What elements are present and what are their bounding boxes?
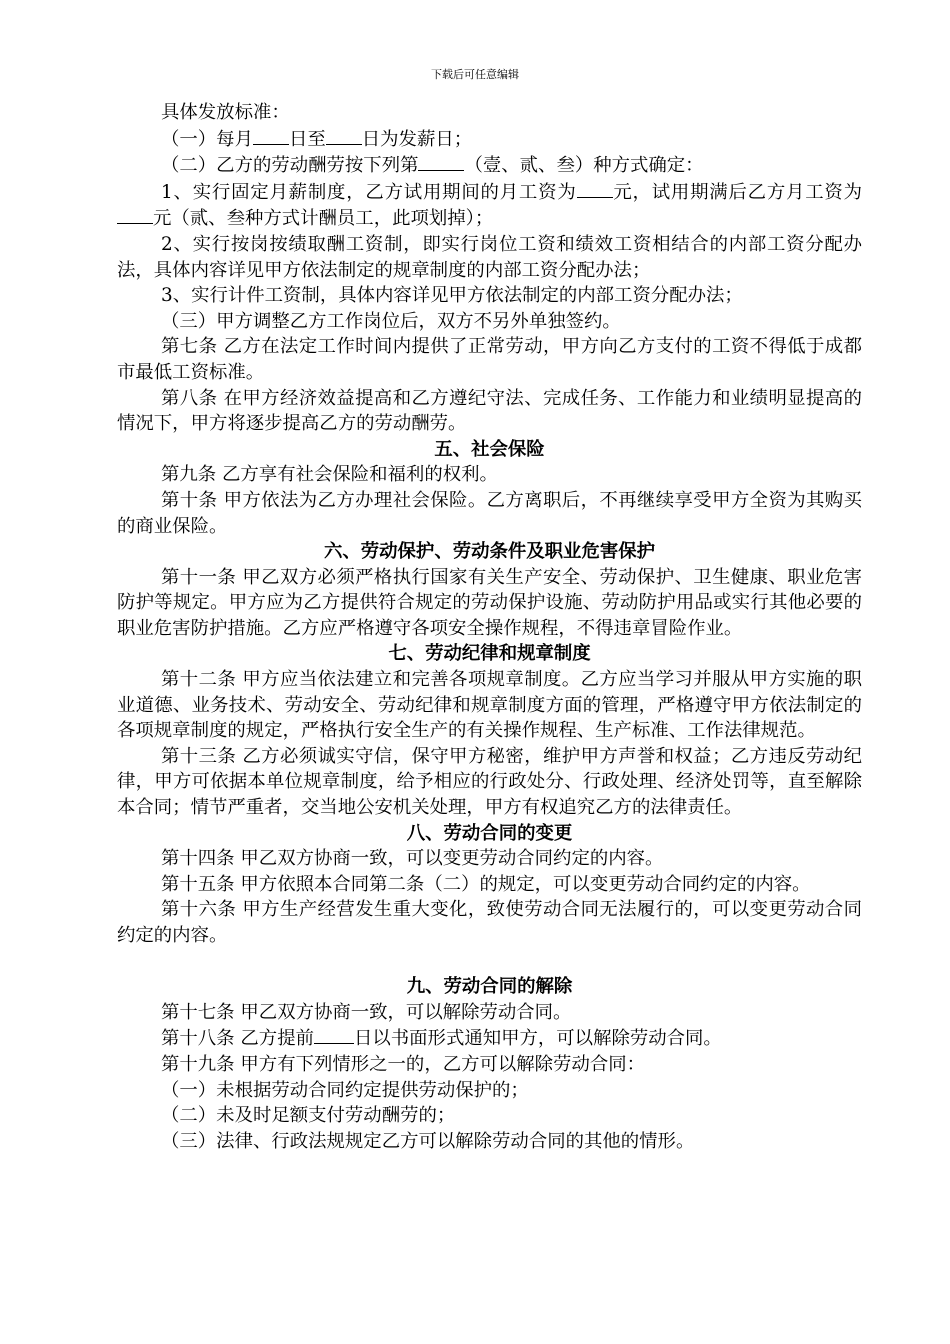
section-heading: 九、劳动合同的解除 <box>406 976 573 998</box>
section-heading: 五、社会保险 <box>434 438 545 460</box>
page-header: 下载后可任意编辑 <box>431 68 519 81</box>
paragraph: 第十六条 甲方生产经营发生重大变化，致使劳动合同无法履行的，可以变更劳动合同约定的内容。 <box>117 899 862 946</box>
blank-line <box>314 1025 354 1044</box>
text: 日为发薪日； <box>361 128 473 150</box>
paragraph <box>117 126 862 153</box>
paragraph: 第十三条 乙方必须诚实守信，保守甲方秘密，维护甲方声誉和权益；乙方违反劳动纪律，甲方可依据本单位规章制度，给予相应的行政处分、行政处理、经济处罚等，直至解除本合同；情节严重者，交当地公安机关处理，甲方有权追究乙方的法律责任。 <box>117 745 862 819</box>
paragraph: （三）法律、行政法规规定乙方可以解除劳动合同的其他的情形。 <box>161 1130 695 1152</box>
paragraph: 第九条 乙方享有社会保险和福利的权利。 <box>161 464 498 486</box>
paragraph <box>117 1025 862 1052</box>
blank-line <box>253 126 289 145</box>
paragraph: 具体发放标准： <box>161 102 290 123</box>
paragraph: 第十一条 甲乙双方必须严格执行国家有关生产安全、劳动保护、卫生健康、职业危害防护等规定。甲方应为乙方提供符合规定的劳动保护设施、劳动防护用品或实行其他必要的职业危害防护措施。乙方应严格遵守各项安全操作规程，不得违章冒险作业。 <box>117 566 862 639</box>
blank-line <box>418 152 464 171</box>
text: 日至 <box>288 128 326 150</box>
text: 元（贰、叁种方式计酬员工，此项划掉）； <box>153 208 494 230</box>
document-body <box>117 100 862 1154</box>
paragraph: （三）甲方调整乙方工作岗位后，双方不另外单独签约。 <box>161 310 621 332</box>
blank-line <box>577 179 613 198</box>
paragraph: （一）未根据劳动合同约定提供劳动保护的； <box>161 1079 529 1101</box>
section-heading: 七、劳动纪律和规章制度 <box>388 643 591 665</box>
paragraph: 第十条 甲方依法为乙方办理社会保险。乙方离职后，不再继续享受甲方全资为其购买的商业保险。 <box>117 489 862 537</box>
text: 1、实行固定月薪制度，乙方试用期间的月工资为 <box>161 181 577 203</box>
text: （一）每月 <box>161 128 253 150</box>
section-heading: 八、劳动合同的变更 <box>406 822 573 844</box>
paragraph: 第十九条 甲方有下列情形之一的，乙方可以解除劳动合同： <box>161 1053 646 1075</box>
text: （二）乙方的劳动酬劳按下列第 <box>161 155 419 177</box>
paragraph: （二）未及时足额支付劳动酬劳的； <box>161 1105 456 1127</box>
section-heading: 六、劳动保护、劳动条件及职业危害保护 <box>323 541 656 563</box>
paragraph: 第十七条 甲乙双方协商一致，可以解除劳动合同。 <box>161 1001 572 1023</box>
paragraph: 第十五条 甲方依照本合同第二条（二）的规定，可以变更劳动合同约定的内容。 <box>161 873 811 895</box>
blank-line <box>326 126 362 145</box>
text: 元，试用期满后乙方月工资为 <box>612 181 862 203</box>
paragraph <box>117 179 862 232</box>
paragraph: 第七条 乙方在法定工作时间内提供了正常劳动，甲方向乙方支付的工资不得低于成都市最低工资标准。 <box>117 336 862 383</box>
blank-line <box>117 205 153 224</box>
paragraph: 第十四条 甲乙双方协商一致，可以变更劳动合同约定的内容。 <box>161 848 664 870</box>
paragraph: 第八条 在甲方经济效益提高和乙方遵纪守法、完成任务、工作能力和业绩明显提高的情况下，甲方将逐步提高乙方的劳动酬劳。 <box>117 387 862 435</box>
text: 第十八条 乙方提前 <box>161 1028 314 1050</box>
paragraph: 2、实行按岗按绩取酬工资制，即实行岗位工资和绩效工资相结合的内部工资分配办法，具体内容详见甲方依法制定的规章制度的内部工资分配办法； <box>117 233 862 281</box>
blank-space <box>117 949 862 975</box>
paragraph <box>117 152 862 179</box>
paragraph: 3、实行计件工资制，具体内容详见甲方依法制定的内部工资分配办法； <box>161 285 743 307</box>
paragraph: 第十二条 甲方应当依法建立和完善各项规章制度。乙方应当学习并服从甲方实施的职业道德、业务技术、劳动安全、劳动纪律和规章制度方面的管理，严格遵守甲方依法制定的各项规章制度的规定，严格执行安全生产的有关操作规程、生产标准、工作法律规范。 <box>117 669 862 742</box>
text: 日以书面形式通知甲方，可以解除劳动合同。 <box>353 1028 722 1050</box>
text: （壹、贰、叁）种方式确定： <box>464 155 704 177</box>
